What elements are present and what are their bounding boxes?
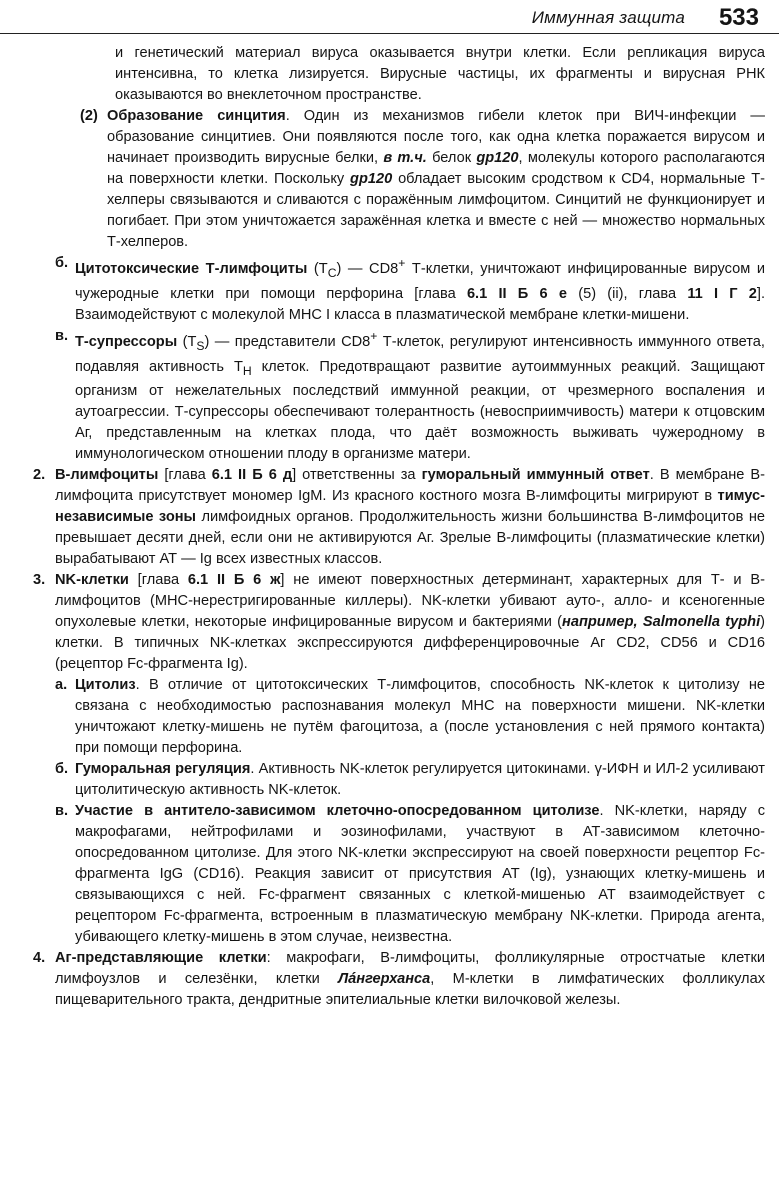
item-humoral-regulation: б. Гуморальная регуляция. Активность NK-клеток регулируется цитокинами. γ-ИФН и ИЛ-2 усиливают цитолитическую активность NK-клеток. bbox=[55, 761, 765, 799]
item-title: Гуморальная регуляция bbox=[75, 761, 251, 778]
page-header bbox=[0, 0, 779, 40]
item-title: NK-клетки bbox=[55, 572, 129, 589]
item-cytolysis: а. Цитолиз. В отличие от цитотоксических Т-лимфоцитов, способность NK-клеток к цитолизу не связана с необходимостью распознавания молекул МНС на поверхности мишени. NK-клетки уничтожают клетку-мишень не путём фагоцитоза, а (после установления с ней прямого контакта) при помощи перфорина. bbox=[55, 677, 765, 757]
item-marker: б. bbox=[55, 255, 69, 271]
item-marker: б. bbox=[55, 761, 69, 778]
item-antigen-presenting-cells: 4. Аг-представляющие клетки: макрофаги, В-лимфоциты, фолликулярные отростчатые клетки лимфоузлов и селезёнки, клетки Лáнгерханса, М-клетки в лимфатических фолликулах пищеварительного тракта, дендритные эпителиальные клетки вилочковой железы. bbox=[33, 950, 765, 1009]
item-nk-cells: 3. NK-клетки [глава 6.1 II Б 6 ж] не имеют поверхностных детерминант, характерных для Т- и В-лимфоцитов (МНС-нерестригированные киллеры). NK-клетки убивают ауто-, алло- и ксеногенные опухолевые клетки, некоторые инфицированные вирусом и бактериями (например, Salmonella typhi) клетки. В типичных NK-клетках экспрессируются дифференцировочные Аг CD2, CD56 и CD16 (рецептор Fc-фрагмента Ig). bbox=[33, 572, 765, 673]
item-b-lymphocytes: 2. В-лимфоциты [глава 6.1 II Б 6 д] ответственны за гуморальный иммунный ответ. В мембране В-лимфоцита присутствует мономер IgM. Из красного костного мозга В-лимфоциты мигрируют в тимус-независимые зоны лимфоидных органов. Продолжительность жизни большинства В-лимфоцитов не превышает десяти дней, если они не активируются Аг. Зрелые В-лимфоциты (плазматические клетки) вырабатывают АТ — Ig всех известных классов. bbox=[33, 467, 766, 568]
item-title: В-лимфоциты bbox=[55, 467, 159, 484]
paragraph-intro: и генетический материал вируса оказывается внутри клетки. Если репликация вируса интенсивна, то клетка лизируется. Вирусные частицы, их фрагменты и вирусная РНК оказываются во внеклеточном пространстве. bbox=[115, 45, 765, 103]
item-title: Участие в антитело-зависимом клеточно-опосредованном цитолизе bbox=[75, 803, 600, 820]
running-title: Иммунная защита bbox=[531, 8, 685, 27]
item-title: Цитотоксические Т-лимфоциты bbox=[75, 260, 308, 277]
chapter-ref: 6.1 II Б 6 е bbox=[466, 285, 567, 302]
item-title: Т-супрессоры bbox=[75, 333, 178, 350]
item-marker: 2. bbox=[33, 467, 46, 484]
item-marker: 4. bbox=[33, 950, 46, 967]
chapter-ref: 11 I Г 2 bbox=[687, 285, 757, 302]
term-gp120: gp120 bbox=[350, 171, 393, 187]
item-title: Образование синцития bbox=[107, 108, 286, 124]
chapter-ref: 6.1 II Б 6 ж bbox=[187, 572, 281, 589]
header-rule bbox=[0, 33, 779, 34]
item-marker: в. bbox=[55, 327, 69, 344]
item-t-suppressors: в. Т-супрессоры $(Т_S)$ — представители CD8+ Т-клеток, регулируют интенсивность иммунного ответа, подавляя активность $Т_H$ клеток. Предотвращают развитие аутоиммунных реакций. Защищают организм от нежелательных последствий иммунной реакции, от чрезмерного воспаления и аутоагрессии. Т-супрессоры обеспечивают толерантность (невосприимчивость) матери к отцовским Аг, представленным на клетках плода, что даёт возможность выживать чужеродному в иммунологическом отношении плоду в организме матери. bbox=[55, 327, 765, 463]
item-marker: а. bbox=[55, 677, 68, 694]
page-number: 533 bbox=[718, 4, 759, 31]
item-marker: 3. bbox=[33, 572, 46, 589]
item-adcc: в. Участие в антитело-зависимом клеточно-опосредованном цитолизе. NK-клетки, наряду с макрофагами, нейтрофилами и эозинофилами, участвуют в АТ-зависимом клеточно-опосредованном цитолизе. Для этого NK-клетки экспрессируют на своей поверхности рецептор Fc-фрагмента IgG (CD16). Реакция зависит от присутствия АТ (Ig), узнающих клетку-мишень и связывающихся с ней. Fc-фрагмент связанных с клеткой-мишенью АТ взаимодействует с рецептором Fc-фрагмента, встроенным в плазматическую мембрану NK-клетки. Природа агента, убивающего клетку-мишень в этом случае, неизвестна. bbox=[55, 803, 765, 946]
item-title: Цитолиз bbox=[75, 677, 136, 694]
item-marker: в. bbox=[55, 803, 69, 820]
item-syncytium: (2) Образование синцития. Один из механизмов гибели клеток при ВИЧ-инфекции — образование синцитиев. Они появляются после того, как одна клетка поражается вирусом и начинает производить вирусные белки, в т.ч. белок gp120, молекулы которого располагаются на поверхности клетки. Поскольку gp120 обладает высоким сродством к CD4, нормальные Т-хелперы связываются и сливаются с поражённым лимфоцитом. Синцитий не функционирует и погибает. При этом уничтожается заражённая клетка и вместе с ней — множество нормальных Т-хелперов. bbox=[80, 108, 766, 250]
term-gp120: gp120 bbox=[476, 150, 519, 166]
item-cytotoxic-t: б. Цитотоксические Т-лимфоциты $(Т_C)$ — CD8+ Т-клетки, уничтожают инфицированные вирусом и чужеродные клетки при помощи перфорина [глава 6.1 II Б 6 е (5) (ii), глава 11 I Г 2]. Взаимодействуют с молекулой МНС I класса в плазматической мембране клетки-мишени. bbox=[55, 255, 766, 323]
item-marker: (2) bbox=[80, 108, 98, 124]
chapter-ref: 6.1 II Б 6 д bbox=[211, 467, 293, 484]
item-title: Аг-представляющие клетки bbox=[55, 950, 267, 967]
page-body bbox=[0, 43, 779, 1011]
